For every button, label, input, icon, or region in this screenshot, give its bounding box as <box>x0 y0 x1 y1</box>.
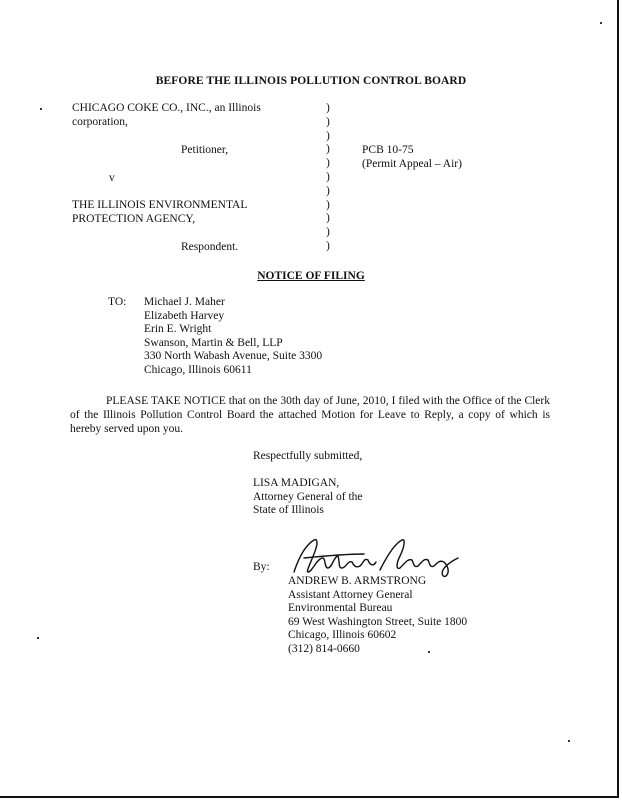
scan-speck <box>37 637 39 639</box>
signer-name: ANDREW B. ARMSTRONG <box>288 575 427 587</box>
notice-heading <box>0 270 622 282</box>
recipient-line: Erin E. Wright <box>144 323 212 336</box>
paren: ) <box>326 212 330 225</box>
respondent-name: THE ILLINOIS ENVIRONMENTAL <box>72 199 248 211</box>
case-number: PCB 10-75 <box>362 144 414 156</box>
paren: ) <box>326 157 330 170</box>
scan-speck <box>40 108 42 110</box>
paren: ) <box>326 143 330 156</box>
recipient-line: Elizabeth Harvey <box>144 309 225 322</box>
signer-line: 69 West Washington Street, Suite 1800 <box>288 615 468 628</box>
versus-label: v <box>109 172 115 184</box>
notice-heading-text: NOTICE OF FILING <box>257 270 365 282</box>
ag-line: Attorney General of the <box>253 490 363 503</box>
notice-body-paragraph: PLEASE TAKE NOTICE that on the 30th day of June, 2010, I filed with the Office of the Clerk of the Illinois Pollution Control Board the attached Motion for Leave to Reply, a copy of which is hereby served upon you. <box>70 395 550 435</box>
paren: ) <box>326 184 330 197</box>
closing-text: Respectfully submitted, <box>253 450 363 462</box>
ag-line: State of Illinois <box>253 504 324 517</box>
paren: ) <box>326 198 330 211</box>
court-heading: BEFORE THE ILLINOIS POLLUTION CONTROL BOARD <box>155 75 467 87</box>
signer-line: Environmental Bureau <box>288 602 393 615</box>
scan-speck <box>428 651 430 653</box>
respondent-role: Respondent. <box>181 241 239 253</box>
recipient-line: Michael J. Maher <box>144 296 225 308</box>
paren: ) <box>326 170 330 183</box>
scan-speck <box>600 22 602 24</box>
paren: ) <box>326 115 330 128</box>
signer-line: Chicago, Illinois 60602 <box>288 629 397 642</box>
recipient-line: Swanson, Martin & Bell, LLP <box>144 336 283 349</box>
paren: ) <box>326 102 330 114</box>
recipient-line: Chicago, Illinois 60611 <box>144 363 252 376</box>
petitioner-role: Petitioner, <box>181 144 229 156</box>
respondent-name-cont: PROTECTION AGENCY, <box>72 213 196 225</box>
petitioner-name: CHICAGO COKE CO., INC., an Illinois <box>72 102 261 114</box>
paren: ) <box>326 129 330 142</box>
paren: ) <box>326 239 330 252</box>
case-type: (Permit Appeal – Air) <box>362 158 462 170</box>
scan-speck <box>568 740 570 742</box>
caption-parentheses <box>326 102 330 254</box>
attorney-general-block <box>253 477 363 518</box>
petitioner-entity-type: corporation, <box>72 116 128 128</box>
signer-line: Assistant Attorney General <box>288 588 413 601</box>
paren: ) <box>326 226 330 239</box>
signer-block <box>288 575 467 657</box>
recipient-address-block <box>144 296 322 378</box>
handwritten-signature <box>284 532 464 580</box>
to-label: TO: <box>108 296 127 308</box>
by-label: By: <box>253 561 270 573</box>
ag-line: LISA MADIGAN, <box>253 477 340 489</box>
recipient-line: 330 North Wabash Avenue, Suite 3300 <box>144 350 323 363</box>
signer-line: (312) 814-0660 <box>288 642 360 655</box>
